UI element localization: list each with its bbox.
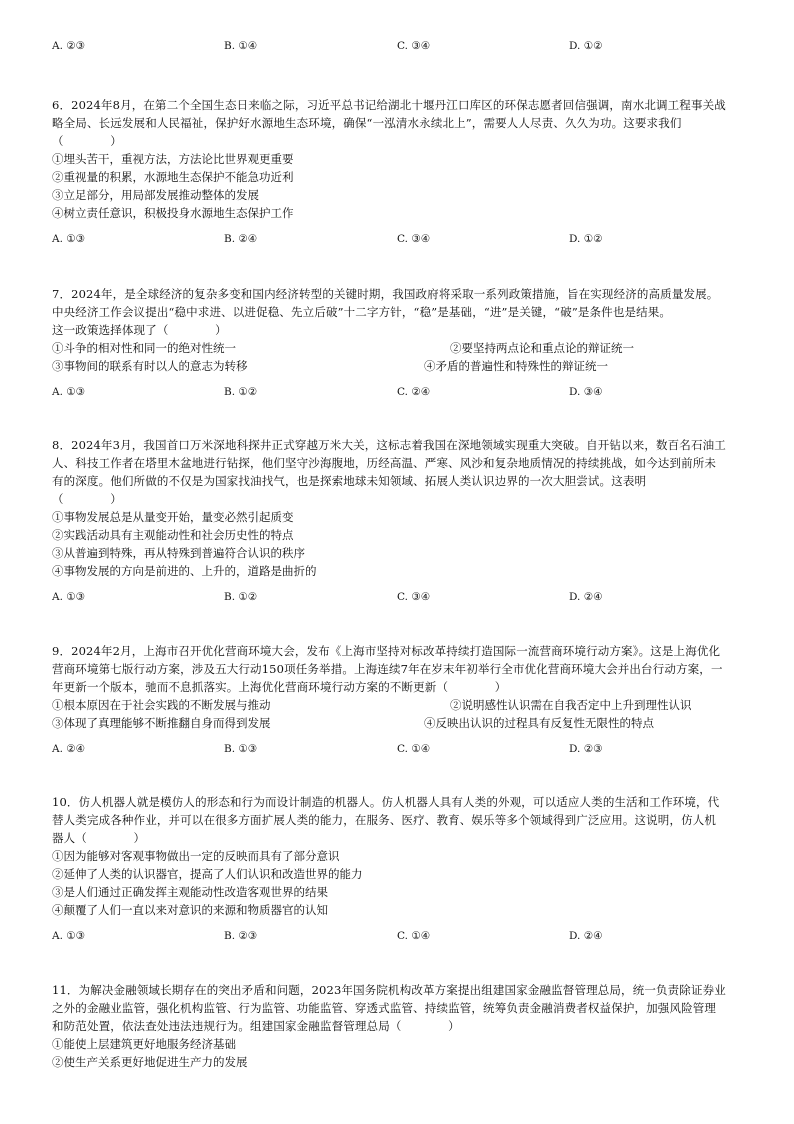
statement-pair bbox=[52, 714, 742, 732]
question-11 bbox=[52, 981, 742, 1071]
question-stem-line: 之外的金融业监管，强化机构监管、行为监管、功能监管、穿透式监管、持续监管，统筹负责金融消费者权益保护，加强风险管理 bbox=[52, 1001, 717, 1015]
question-8-options bbox=[52, 588, 742, 606]
question-7 bbox=[52, 285, 742, 401]
option-d[interactable]: D. ②④ bbox=[569, 930, 603, 942]
option-b[interactable]: B. ①② bbox=[224, 386, 258, 398]
option-c[interactable]: C. ③④ bbox=[397, 591, 431, 603]
question-9-options bbox=[52, 740, 742, 758]
question-stem-line: 9．2024年2月，上海市召开优化营商环境大会，发布《上海市坚持对标改革持续打造国际一流营商环境行动方案》。这是上海优化 bbox=[52, 644, 721, 658]
option-b[interactable]: B. ①④ bbox=[224, 40, 258, 52]
question-6 bbox=[52, 96, 742, 248]
option-a[interactable]: A. ②④ bbox=[52, 743, 86, 755]
option-b[interactable]: B. ①③ bbox=[224, 743, 258, 755]
question-5-options bbox=[52, 37, 742, 55]
option-c[interactable]: C. ③④ bbox=[397, 40, 431, 52]
statement: ①根本原因在于社会实践的不断发展与推动 bbox=[52, 698, 271, 712]
statement: ②要坚持两点论和重点论的辩证统一 bbox=[450, 341, 634, 355]
option-d[interactable]: D. ②④ bbox=[569, 591, 603, 603]
question-stem-line: 和防范处置，依法查处违法违规行为。组建国家金融监督管理总局（ ） bbox=[52, 1019, 460, 1033]
question-stem-line: 年更新一个版本，驰而不息抓落实。上海优化营商环境行动方案的不断更新（ ） bbox=[52, 680, 507, 694]
question-6-options bbox=[52, 230, 742, 248]
option-a[interactable]: A. ①③ bbox=[52, 591, 86, 603]
option-a[interactable]: A. ①③ bbox=[52, 233, 86, 245]
statement: ②使生产关系更好地促进生产力的发展 bbox=[52, 1055, 248, 1069]
statement-pair bbox=[52, 357, 742, 375]
statement: ④树立责任意识，积极投身水源地生态保护工作 bbox=[52, 206, 294, 220]
question-stem-line: 中央经济工作会议提出“稳中求进、以进促稳、先立后破”十二字方针，“稳”是基础，“进”是关键，“破”是条件也是结果。 bbox=[52, 305, 672, 319]
option-c[interactable]: C. ②④ bbox=[397, 386, 431, 398]
statement: ①埋头苦干，重视方法，方法论比世界观更重要 bbox=[52, 152, 294, 166]
question-stem-line: 人、科技工作者在塔里木盆地进行钻探，他们坚守沙海腹地，历经高温、严寒、风沙和复杂地质情况的持续挑战，如今达到前所未 bbox=[52, 456, 717, 470]
statement: ③事物间的联系有时以人的意志为转移 bbox=[52, 359, 248, 373]
option-d[interactable]: D. ③④ bbox=[569, 386, 603, 398]
option-c[interactable]: C. ①④ bbox=[397, 930, 431, 942]
question-stem-line: 6．2024年8月，在第二个全国生态日来临之际，习近平总书记给湖北十堰丹江口库区的环保志愿者回信强调，南水北调工程事关战 bbox=[52, 98, 726, 112]
question-10-options bbox=[52, 927, 742, 945]
statement: ④矛盾的普遍性和特殊性的辩证统一 bbox=[424, 359, 608, 373]
question-stem-line: 10．仿人机器人就是模仿人的形态和行为而设计制造的机器人。仿人机器人具有人类的外观，可以适应人类的生活和工作环境，代 bbox=[52, 795, 720, 809]
statement: ①斗争的相对性和同一的绝对性统一 bbox=[52, 341, 236, 355]
question-stem-line: 11．为解决金融领域长期存在的突出矛盾和问题，2023年国务院机构改革方案提出组建国家金融监督管理总局，统一负责除证券业 bbox=[52, 983, 726, 997]
option-d[interactable]: D. ①② bbox=[569, 233, 603, 245]
statement: ④颠覆了人们一直以来对意识的来源和物质器官的认知 bbox=[52, 903, 328, 917]
question-stem-line: 有的深度。他们所做的不仅是为国家找油找气，也是探索地球未知领域、拓展人类认识边界的一次大胆尝试。这表明 bbox=[52, 474, 647, 488]
statement: ①能使上层建筑更好地服务经济基础 bbox=[52, 1037, 236, 1051]
statement: ①事物发展总是从量变开始，量变必然引起质变 bbox=[52, 510, 294, 524]
statement: ④反映出认识的过程具有反复性无限性的特点 bbox=[424, 716, 654, 730]
question-stem-line: 替人类完成各种作业，并可以在很多方面扩展人类的能力，在服务、医疗、教育、娱乐等多个领域得到广泛应用。这说明，仿人机 bbox=[52, 813, 717, 827]
statement: ③从普遍到特殊，再从特殊到普遍符合认识的秩序 bbox=[52, 546, 305, 560]
option-b[interactable]: B. ②④ bbox=[224, 233, 258, 245]
question-stem-line: 这一政策选择体现了（ ） bbox=[52, 323, 227, 337]
statement-pair bbox=[52, 696, 742, 714]
statement: ③体现了真理能够不断推翻自身而得到发展 bbox=[52, 716, 271, 730]
option-a[interactable]: A. ②③ bbox=[52, 40, 86, 52]
statement: ②说明感性认识需在自我否定中上升到理性认识 bbox=[450, 698, 692, 712]
option-a[interactable]: A. ①③ bbox=[52, 930, 86, 942]
option-c[interactable]: C. ①④ bbox=[397, 743, 431, 755]
option-b[interactable]: B. ①② bbox=[224, 591, 258, 603]
statement: ④事物发展的方向是前进的、上升的，道路是曲折的 bbox=[52, 564, 317, 578]
option-b[interactable]: B. ②③ bbox=[224, 930, 258, 942]
answer-blank: （ ） bbox=[52, 134, 122, 148]
question-stem-line: 略全局、长远发展和人民福祉，保护好水源地生态环境，确保“一泓清水永续北上”，需要人人尽责、久久为功。这要求我们 bbox=[52, 116, 682, 130]
option-a[interactable]: A. ①③ bbox=[52, 386, 86, 398]
statement: ①因为能够对客观事物做出一定的反映而具有了部分意识 bbox=[52, 849, 340, 863]
question-stem-line: 营商环境第七版行动方案，涉及五大行动150项任务举措。上海连续7年在岁末年初举行全市优化营商环境大会并出台行动方案，一 bbox=[52, 662, 723, 676]
statement: ②延伸了人类的认识器官，提高了人们认识和改造世界的能力 bbox=[52, 867, 363, 881]
statement-pair bbox=[52, 339, 742, 357]
question-10 bbox=[52, 793, 742, 945]
question-9 bbox=[52, 642, 742, 758]
question-stem-line: 7．2024年，是全球经济的复杂多变和国内经济转型的关键时期，我国政府将采取一系列政策措施，旨在实现经济的高质量发展。 bbox=[52, 287, 719, 301]
question-8 bbox=[52, 436, 742, 606]
statement: ③立足部分，用局部发展推动整体的发展 bbox=[52, 188, 259, 202]
option-d[interactable]: D. ①② bbox=[569, 40, 603, 52]
option-d[interactable]: D. ②③ bbox=[569, 743, 603, 755]
statement: ②实践活动具有主观能动性和社会历史性的特点 bbox=[52, 528, 294, 542]
question-stem-line: 器人（ ） bbox=[52, 831, 146, 845]
statement: ③是人们通过正确发挥主观能动性改造客观世界的结果 bbox=[52, 885, 328, 899]
question-stem-line: 8．2024年3月，我国首口万米深地科探井正式穿越万米大关，这标志着我国在深地领域实现重大突破。自开钻以来，数百名石油工 bbox=[52, 438, 726, 452]
question-7-options bbox=[52, 383, 742, 401]
option-c[interactable]: C. ③④ bbox=[397, 233, 431, 245]
statement: ②重视量的积累，水源地生态保护不能急功近利 bbox=[52, 170, 294, 184]
answer-blank: （ ） bbox=[52, 492, 122, 506]
